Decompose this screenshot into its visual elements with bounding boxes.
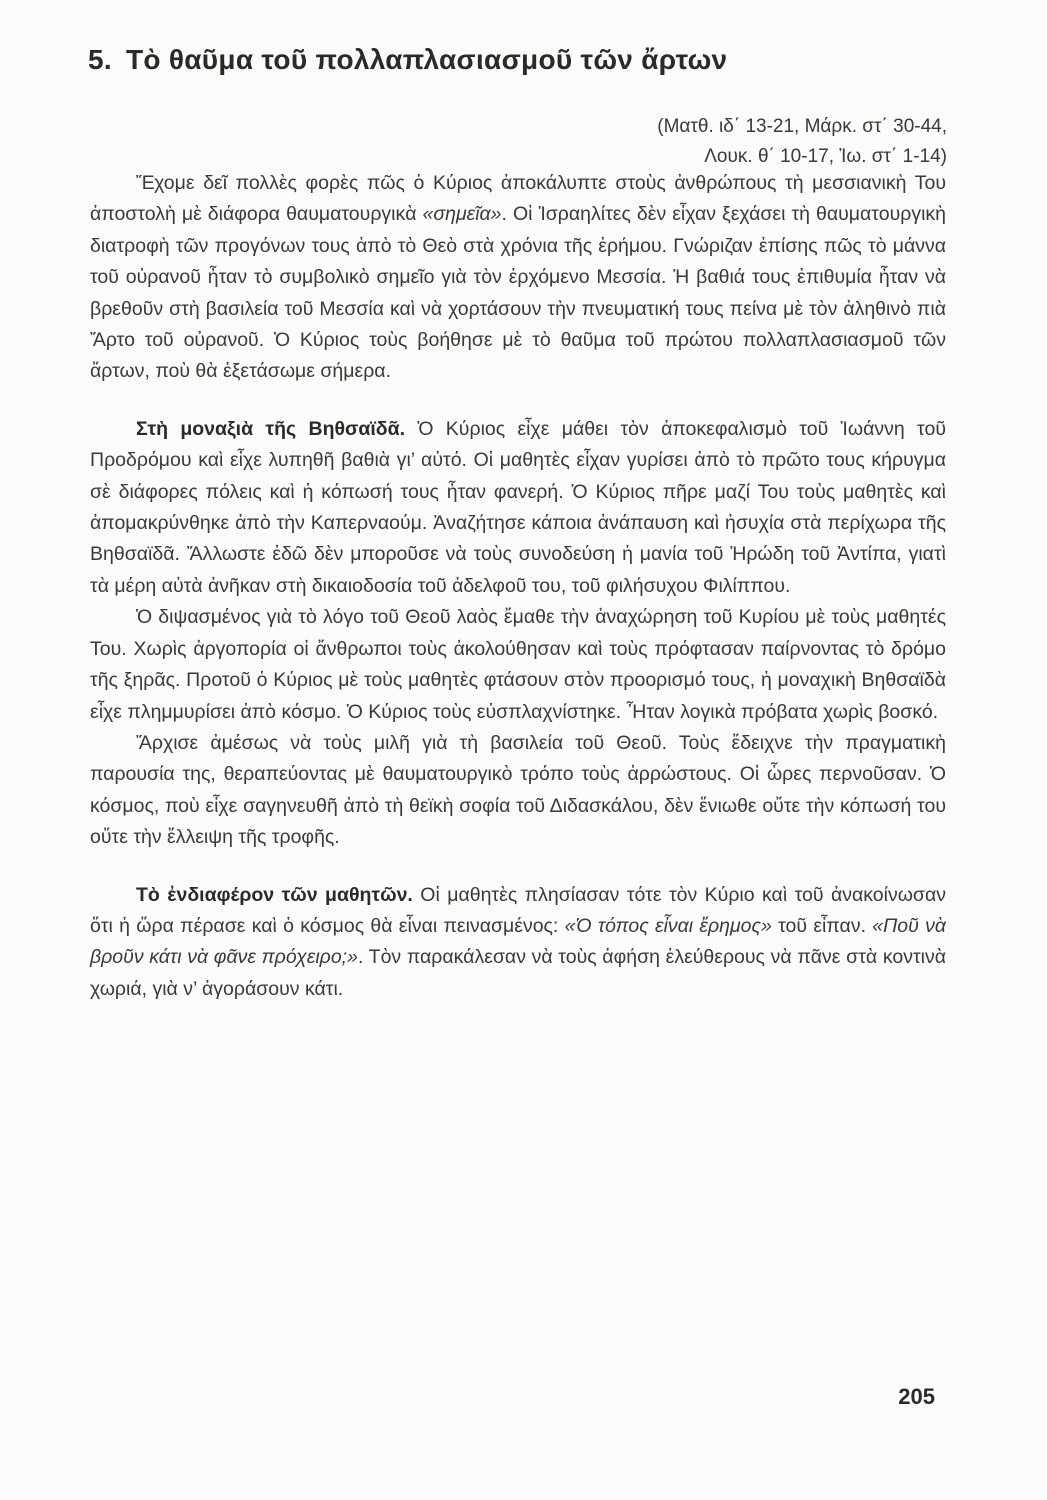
intro-quote: «σημεῖα» bbox=[422, 203, 502, 226]
intro-text-b: . Οἱ Ἰσραηλίτες δὲν εἶχαν ξεχάσει τὴ θαυματουργικὴ διατροφὴ τῶν προγόνων τους ἀπὸ τὸ Θεὸ στὰ χρόνια τῆς ἐρήμου. Γνώριζαν ἐπίσης πῶς τὸ μάννα τοῦ οὐρανοῦ ἦταν τὸ συμβολικὸ σημεῖο γιὰ τὸν ἐρχόμενο Μεσσία. Ἡ βαθιά τους ἐπιθυμία ἦταν νὰ βρεθοῦν στὴ βασιλεία τοῦ Μεσσία καὶ νὰ χορτάσουν τὴν πνευματική τους πείνα μὲ τὸν ἀληθινὸ πιὰ Ἄρτο τοῦ οὐρανοῦ. Ὁ Κύριος τοὺς βοήθησε μὲ τὸ θαῦμα τοῦ πρώτου πολλαπλασιασμοῦ τῶν ἄρτων, ποὺ θὰ ἐξετάσωμε σήμερα. bbox=[90, 203, 947, 383]
scripture-reference-line-2: Λουκ. θ΄ 10-17, Ἰω. στ΄ 1-14) bbox=[704, 146, 947, 167]
chapter-number: 5. bbox=[88, 44, 112, 75]
disciples-quote-2: «Ποῦ νὰ βροῦν κάτι νὰ φᾶνε πρόχειρο;» bbox=[90, 914, 946, 969]
section-bethsaida-paragraph-2: Ὁ διψασμένος γιὰ τὸ λόγο τοῦ Θεοῦ λαὸς ἔμαθε τὴν ἀναχώρηση τοῦ Κυρίου μὲ τοὺς μαθητές Του. Χωρὶς ἀργοπορία οἱ ἄνθρωποι τοὺς ἀκολούθησαν καὶ τοὺς πρόφτασαν παίρνοντας τὸ δρόμο τῆς ξηρᾶς. Προτοῦ ὁ Κύριος μὲ τοὺς μαθητὲς φτάσουν στὸν προορισμό τους, ἡ μοναχικὴ Βηθσαϊδὰ εἶχε πλημμυρίσει ἀπὸ κόσμο. Ὁ Κύριος τοὺς εὐσπλαχνίστηκε. Ἦταν λογικὰ πρόβατα χωρὶς βοσκό. bbox=[90, 606, 946, 723]
section-heading-disciples: Τὸ ἐνδιαφέρον τῶν μαθητῶν. bbox=[136, 883, 413, 906]
intro-text-a: Ἔχομε δεῖ πολλὲς φορὲς πῶς ὁ Κύριος ἀποκάλυπτε στοὺς ἀνθρώπους τὴ μεσσιανικὴ Του ἀποστολὴ μὲ διάφορα θαυματουργικὰ bbox=[90, 172, 946, 226]
section-disciples-text-b: τοῦ εἶπαν. bbox=[771, 914, 873, 937]
body-text bbox=[90, 168, 946, 1005]
disciples-quote-1: «Ὁ τόπος εἶναι ἔρημος» bbox=[564, 914, 772, 937]
scripture-reference-line-1: (Ματθ. ιδ΄ 13-21, Μάρκ. στ΄ 30-44, bbox=[657, 116, 947, 137]
chapter-title bbox=[88, 44, 727, 76]
section-heading-bethsaida: Στὴ μοναξιὰ τῆς Βηθσαϊδᾶ. bbox=[136, 417, 406, 440]
section-bethsaida-paragraph-3: Ἄρχισε ἀμέσως νὰ τοὺς μιλῆ γιὰ τὴ βασιλεία τοῦ Θεοῦ. Τοὺς ἔδειχνε τὴν πραγματικὴ παρουσία της, θεραπεύοντας μὲ θαυματουργικὸ τρόπο τοὺς ἀρρώστους. Οἱ ὧρες περνοῦσαν. Ὁ κόσμος, ποὺ εἶχε σαγηνευθῆ ἀπὸ τὴ θεϊκὴ σοφία τοῦ Διδασκάλου, δὲν ἔνιωθε οὔτε τὴν κόπωσή του οὔτε τὴν ἔλλειψη τῆς τροφῆς. bbox=[90, 731, 946, 849]
intro-paragraph bbox=[90, 168, 946, 388]
section-disciples-paragraph bbox=[90, 880, 946, 1006]
scripture-reference bbox=[527, 112, 947, 172]
page-number: 205 bbox=[898, 1384, 935, 1409]
section-disciples-text-c: . Τὸν παρακάλεσαν νὰ τοὺς ἀφήση ἐλεύθερους νὰ πᾶνε στὰ κοντινὰ χωριά, γιὰ ν’ ἀγοράσουν κάτι. bbox=[90, 946, 946, 1000]
chapter-title-text: Τὸ θαῦμα τοῦ πολλαπλασιασμοῦ τῶν ἄρτων bbox=[125, 44, 728, 75]
section-bethsaida-text-1: Ὁ Κύριος εἶχε μάθει τὸν ἀποκεφαλισμὸ τοῦ Ἰωάννη τοῦ Προδρόμου καὶ εἶχε λυπηθῆ βαθιὰ γι’ αὐτό. Οἱ μαθητὲς εἶχαν γυρίσει ἀπὸ τὸ πρῶτο τους κήρυγμα σὲ διάφορες πόλεις καὶ ἡ κόπωσή τους ἦταν φανερή. Ὁ Κύριος πῆρε μαζί Του τοὺς μαθητὲς καὶ ἀπομακρύνθηκε ἀπὸ τὴν Καπερναούμ. Ἀναζήτησε κάποια ἀνάπαυση καὶ ἡσυχία στὰ περίχωρα τῆς Βηθσαϊδᾶ. Ἄλλωστε ἐδῶ δὲν μποροῦσε νὰ τοὺς συνοδεύση ἡ μανία τοῦ Ἡρώδη τοῦ Ἀντίπα, γιατὶ τὰ μέρη αὐτὰ ἀνῆκαν στὴ δικαιοδοσία τοῦ ἀδελφοῦ του, τοῦ φιλήσυχου Φιλίππου. bbox=[90, 417, 946, 597]
section-disciples-text-a: Οἱ μαθητὲς πλησίασαν τότε τὸν Κύριο καὶ τοῦ ἀνακοίνωσαν ὅτι ἡ ὥρα πέρασε καὶ ὁ κόσμος θὰ εἶναι πεινασμένος: bbox=[90, 883, 946, 937]
section-bethsaida-paragraph-1 bbox=[90, 414, 946, 602]
